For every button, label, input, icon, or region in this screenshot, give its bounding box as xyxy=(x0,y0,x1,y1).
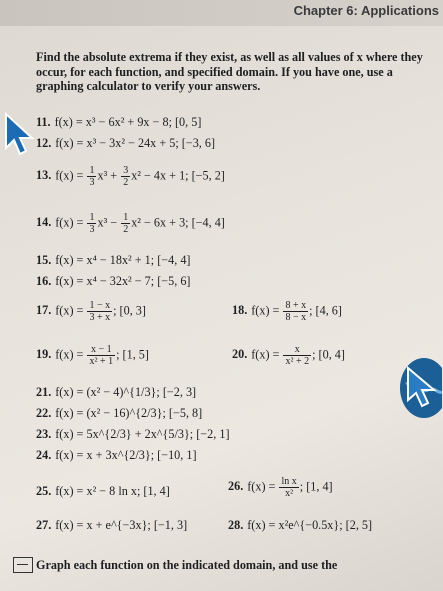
exercise-17: 17. f(x) = $\frac{1 - x}{3 + x}$ ; [0, 3] xyxy=(36,300,146,323)
footer-instruction: Graph each function on the indicated domain, and use the xyxy=(36,558,338,572)
chapter-header xyxy=(0,0,443,26)
exercise-27: 27. f(x) = x + e^{−3x}; [−1, 3] xyxy=(36,518,188,532)
exercise-28: 28. f(x) = x²e^{−0.5x}; [2, 5] xyxy=(228,518,373,532)
exercise-18: 18. f(x) = $\frac{8 + x}{8 - x}$ ; [4, 6] xyxy=(232,300,342,323)
graphing-calculator-icon xyxy=(13,557,33,573)
exercise-12: 12. f(x) = x³ − 3x² − 24x + 5; [−3, 6] xyxy=(36,136,216,150)
chapter-title: Chapter 6: Applications xyxy=(293,3,439,18)
exercise-14: 14. f(x) = $\frac{1}{3}$ x³ − $\frac{1}{2}$ x² − 6x + 3; [−4, 4] xyxy=(36,212,225,235)
exercise-24: 24. f(x) = x + 3x^{2/3}; [−10, 1] xyxy=(36,448,197,462)
exercise-20: 20. f(x) = $\frac{x}{\text{x² + 2}}$ ; [0, 4] xyxy=(232,344,345,367)
exercise-15: 15. f(x) = x⁴ − 18x² + 1; [−4, 4] xyxy=(36,253,191,267)
exercise-16: 16. f(x) = x⁴ − 32x² − 7; [−5, 6] xyxy=(36,274,191,288)
exercise-11: 11. f(x) = x³ − 6x² + 9x − 8; [0, 5] xyxy=(36,115,202,129)
exercise-25: 25. f(x) = x² − 8 ln x; [1, 4] xyxy=(36,484,170,498)
globe-pointer-icon xyxy=(398,354,442,426)
exercise-26: 26. f(x) = $\frac{\text{ln x}}{\text{x²}}$ ; [1, 4] xyxy=(228,476,333,499)
exercise-22: 22. f(x) = (x² − 16)^{2/3}; [−5, 8] xyxy=(36,406,203,420)
exercise-19: 19. f(x) = $\frac{x - 1}{\text{x² + 1}}$ ; [1, 5] xyxy=(36,344,149,367)
instructions: Find the absolute extrema if they exist, as well as all values of x where they occur, for each function, and specified domain. If you have one, use a graphing calculator to verify your answers. xyxy=(36,50,423,93)
exercise-13: 13. f(x) = $\frac{1}{3}$ x³ + $\frac{3}{2}$ x² − 4x + 1; [−5, 2] xyxy=(36,165,225,188)
exercise-21: 21. f(x) = (x² − 4)^{1/3}; [−2, 3] xyxy=(36,385,197,399)
exercise-23: 23. f(x) = 5x^{2/3} + 2x^{5/3}; [−2, 1] xyxy=(36,427,230,441)
